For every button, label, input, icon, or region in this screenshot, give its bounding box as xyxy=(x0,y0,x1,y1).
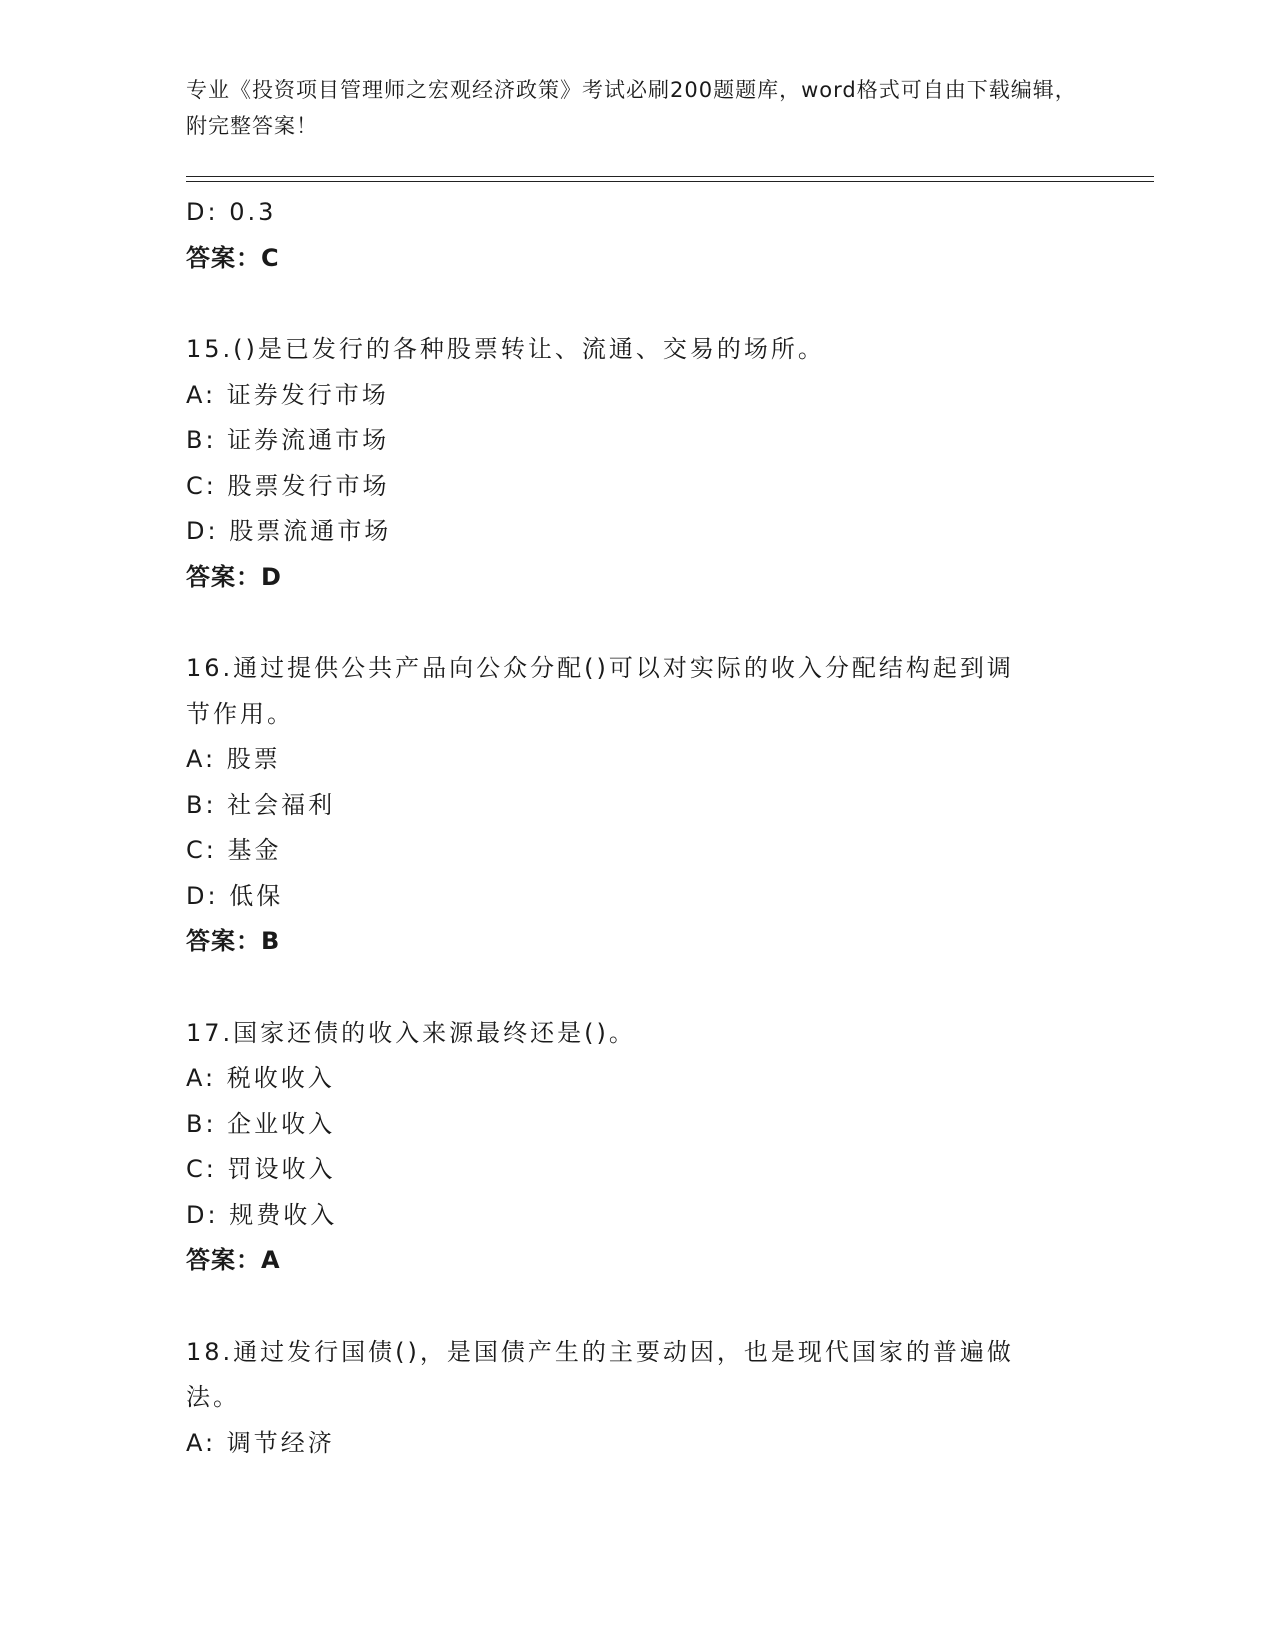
option-a: A: 股票 xyxy=(186,745,281,773)
question-stem: 17.国家还债的收入来源最终还是()。 xyxy=(186,1018,636,1047)
previous-question-tail xyxy=(186,190,1086,281)
question-18 xyxy=(186,1330,1086,1467)
option-d: D: 规费收入 xyxy=(186,1200,338,1229)
option-a: A: 税收收入 xyxy=(186,1064,335,1092)
question-list xyxy=(186,190,1086,1466)
document-title: 专业《投资项目管理师之宏观经济政策》考试必刷200题题库，word格式可自由下载编辑，附完整答案！ xyxy=(186,78,1077,138)
answer-line: 答案：B xyxy=(186,927,281,955)
option-c: C: 基金 xyxy=(186,836,282,864)
question-stem: 16.通过提供公共产品向公众分配()可以对实际的收入分配结构起到调节作用。 xyxy=(186,654,1014,728)
answer-line: 答案：C xyxy=(186,243,280,272)
option-b: B: 企业收入 xyxy=(186,1109,336,1138)
question-16 xyxy=(186,646,1086,965)
answer-line: 答案：D xyxy=(186,562,282,591)
option-b: B: 社会福利 xyxy=(186,790,336,819)
option-a: A: 调节经济 xyxy=(186,1428,335,1457)
spacer xyxy=(186,600,1086,646)
question-15 xyxy=(186,327,1086,600)
option-d: D: 0.3 xyxy=(186,198,277,226)
option-d: D: 低保 xyxy=(186,881,284,910)
question-stem: 15.()是已发行的各种股票转让、流通、交易的场所。 xyxy=(186,335,825,363)
answer-line: 答案：A xyxy=(186,1246,281,1274)
question-17 xyxy=(186,1011,1086,1284)
option-c: C: 股票发行市场 xyxy=(186,471,390,500)
header-divider-bottom xyxy=(186,181,1154,182)
header-divider-top xyxy=(186,176,1154,177)
spacer xyxy=(186,965,1086,1011)
option-c: C: 罚设收入 xyxy=(186,1155,336,1183)
spacer xyxy=(186,1284,1086,1330)
option-b: B: 证券流通市场 xyxy=(186,426,390,454)
spacer xyxy=(186,281,1086,327)
document-header xyxy=(186,72,1086,144)
option-a: A: 证券发行市场 xyxy=(186,380,389,409)
option-d: D: 股票流通市场 xyxy=(186,517,392,545)
question-stem: 18.通过发行国债()，是国债产生的主要动因，也是现代国家的普遍做法。 xyxy=(186,1337,1014,1411)
